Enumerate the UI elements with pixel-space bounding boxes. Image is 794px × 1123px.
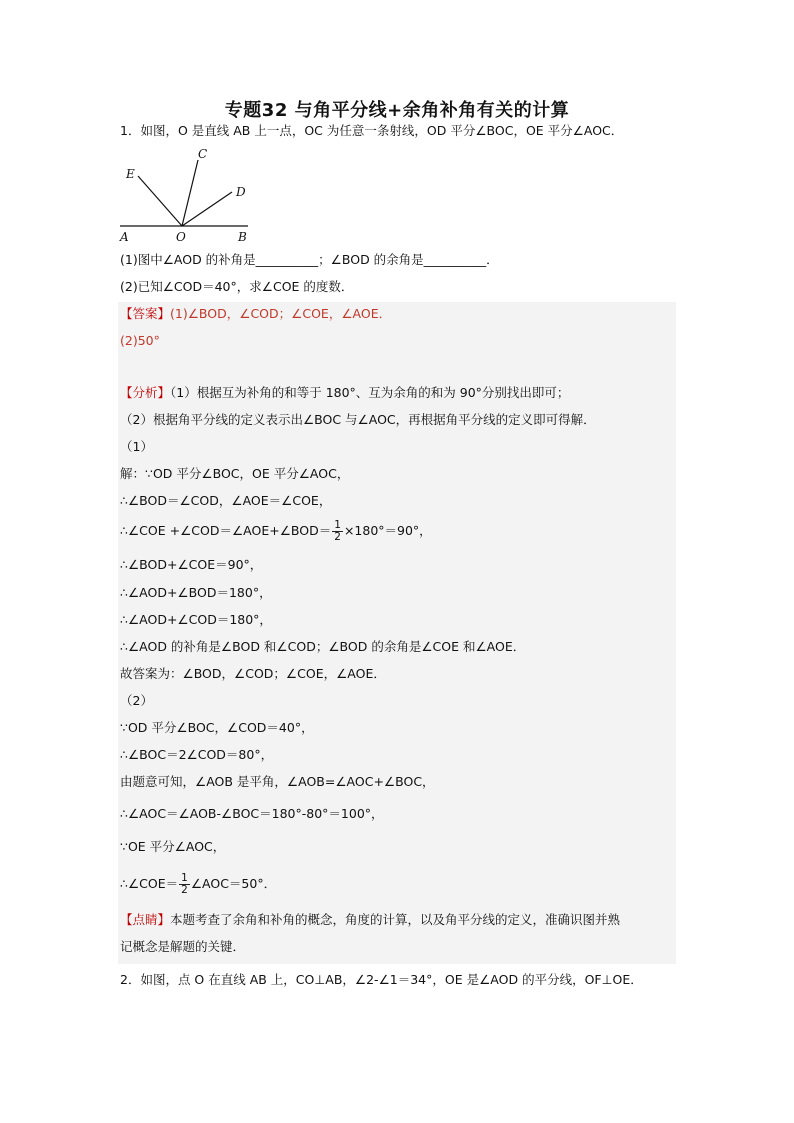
fraction-half-2 — [179, 873, 190, 896]
answer-text-1: (1)∠BOD，∠COD；∠COE，∠AOE． — [170, 306, 392, 321]
analysis-part-1: （1） — [120, 439, 153, 454]
solution-step-6: ∴∠AOD+∠COD＝180°， — [120, 612, 272, 627]
answer-line-2: (2)50° — [120, 333, 160, 348]
solution-step-9: ∵OD 平分∠BOC，∠COD＝40°， — [120, 720, 314, 735]
ray-oe — [138, 176, 182, 226]
label-a: A — [120, 230, 129, 244]
step-3-suffix: ×180°＝90°， — [343, 523, 432, 538]
label-c: C — [198, 147, 208, 161]
page-title: 专题32 与角平分线+余角补角有关的计算 — [224, 100, 570, 121]
solution-step-5: ∴∠AOD+∠BOD＝180°， — [120, 585, 272, 600]
question-2-stem: 2．如图，点 O 在直线 AB 上，CO⊥AB，∠2-∠1＝34°，OE 是∠AOD 的平分线，OF⊥OE． — [120, 972, 643, 987]
solution-step-13: ∵OE 平分∠AOC， — [120, 839, 226, 854]
step-14-suffix: ∠AOC＝50°． — [190, 876, 277, 891]
fraction-denominator: 2 — [334, 531, 341, 543]
comment-line-1 — [120, 912, 620, 928]
fraction-numerator-2: 1 — [181, 872, 188, 884]
solution-step-7: ∴∠AOD 的补角是∠BOD 和∠COD；∠BOD 的余角是∠COE 和∠AOE． — [120, 639, 526, 654]
angle-figure — [110, 140, 260, 244]
question-1-stem: 1．如图，O 是直线 AB 上一点，OC 为任意一条射线，OD 平分∠BOC，OE 平分∠AOC． — [120, 123, 624, 138]
step-3-prefix: ∴∠COE +∠COD＝∠AOE+∠BOD＝ — [120, 523, 332, 538]
analysis-line-2: （2）根据角平分线的定义表示出∠BOC 与∠AOC，再根据角平分线的定义即可得解． — [120, 412, 596, 427]
fraction-half — [332, 520, 343, 543]
solution-step-12: ∴∠AOC＝∠AOB-∠BOC＝180°-80°＝100°， — [120, 806, 384, 821]
label-b: B — [238, 230, 247, 244]
question-1-sub1: (1)图中∠AOD 的补角是__________；∠BOD 的余角是__________． — [120, 252, 499, 267]
step-14-prefix: ∴∠COE＝ — [120, 876, 179, 891]
analysis-text-1: （1）根据互为补角的和等于 180°、互为余角的和为 90°分别找出即可； — [170, 385, 570, 400]
solution-box — [118, 302, 676, 964]
label-e: E — [126, 167, 135, 181]
question-1-sub2: (2)已知∠COD＝40°，求∠COE 的度数． — [120, 279, 354, 294]
label-d: D — [236, 185, 246, 199]
comment-tag: 【点睛】 — [120, 912, 171, 927]
comment-line-2: 记概念是解题的关键． — [120, 939, 246, 954]
fraction-numerator: 1 — [334, 519, 341, 531]
answer-line-1 — [120, 306, 391, 322]
solution-step-8: 故答案为：∠BOD，∠COD；∠COE，∠AOE． — [120, 666, 386, 681]
solution-step-14 — [120, 873, 276, 896]
solution-step-10: ∴∠BOC＝2∠COD＝80°， — [120, 747, 274, 762]
label-o: O — [176, 230, 186, 244]
solution-step-2: ∴∠BOD＝∠COD，∠AOE＝∠COE， — [120, 493, 332, 508]
solution-step-11: 由题意可知，∠AOB 是平角，∠AOB=∠AOC+∠BOC， — [120, 774, 435, 789]
analysis-tag: 【分析】 — [120, 385, 171, 400]
analysis-part-2: （2） — [120, 693, 153, 708]
analysis-line-1 — [120, 385, 569, 401]
solution-step-3 — [120, 520, 432, 543]
answer-tag: 【答案】 — [120, 306, 171, 321]
solution-step-1: 解：∵OD 平分∠BOC，OE 平分∠AOC， — [120, 466, 350, 481]
solution-step-4: ∴∠BOD+∠COE＝90°， — [120, 557, 263, 572]
comment-text-1: 本题考查了余角和补角的概念，角度的计算，以及角平分线的定义，准确识图并熟 — [170, 912, 621, 927]
fraction-denominator-2: 2 — [181, 884, 188, 896]
